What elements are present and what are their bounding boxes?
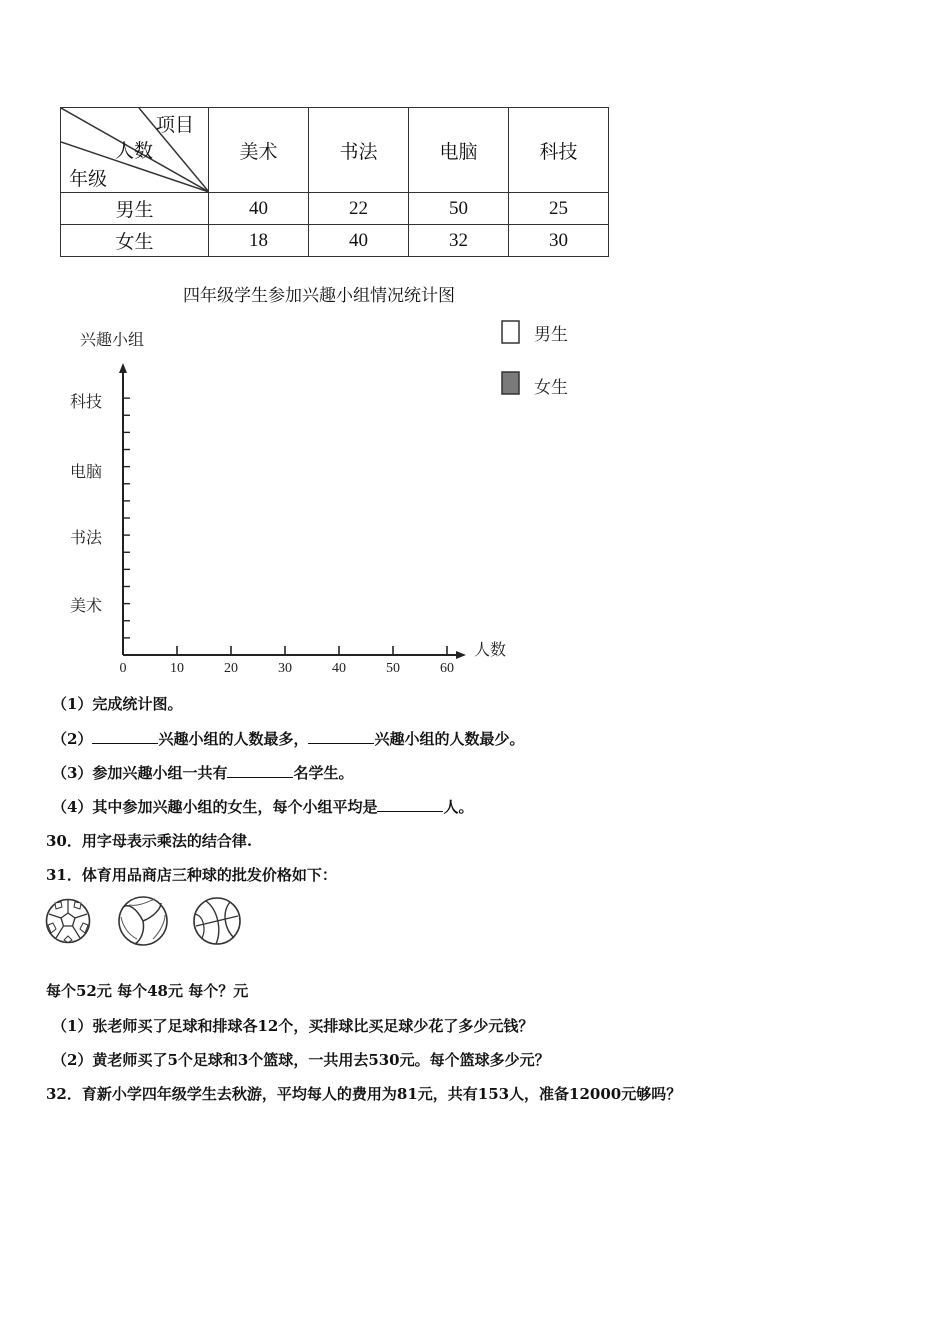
question-4-end: 人。: [443, 798, 474, 816]
answer-blank[interactable]: [92, 731, 158, 744]
question-4-prefix: （4）其中参加兴趣小组的女生，每个小组平均是: [52, 798, 378, 816]
x-tick-label: 60: [440, 661, 454, 676]
table-cell: 25: [509, 193, 609, 225]
table-cell: 32: [409, 225, 509, 257]
x-tick-label: 10: [170, 661, 184, 676]
table-cell: 50: [409, 193, 509, 225]
x-tick-label: 20: [224, 661, 238, 676]
legend-swatch-boys: [502, 321, 519, 343]
table-cell: 30: [509, 225, 609, 257]
column-header: 美术: [209, 108, 309, 193]
question-3-prefix: （3）参加兴趣小组一共有: [52, 764, 228, 782]
category-label: 科技: [70, 392, 103, 411]
problem-31-part-2: （2）黄老师买了5个足球和3个篮球，一共用去530元。每个篮球多少元？: [52, 1051, 550, 1069]
table-corner-cell: [61, 108, 209, 193]
basketball-icon: [192, 896, 242, 946]
legend-label-girls: 女生: [534, 378, 568, 398]
ball-prices: 每个52元 每个48元 每个？元: [46, 982, 249, 1000]
column-header: 电脑: [409, 108, 509, 193]
x-tick-label: 50: [386, 661, 400, 676]
table-cell: 22: [309, 193, 409, 225]
x-ticks: [120, 646, 455, 676]
x-tick-label: 0: [119, 661, 127, 676]
problem-31: 31．体育用品商店三种球的批发价格如下：: [46, 866, 337, 884]
y-axis-arrow: [119, 363, 127, 373]
question-2-mid: 兴趣小组的人数最多，: [158, 730, 309, 748]
problem-32: 32．育新小学四年级学生去秋游，平均每人的费用为81元，共有153人，准备12000元够吗？: [46, 1085, 682, 1103]
category-label: 电脑: [70, 462, 103, 481]
table-cell: 18: [209, 225, 309, 257]
volleyball-icon: [117, 895, 169, 947]
bar-chart: [60, 315, 620, 685]
answer-blank[interactable]: [308, 731, 374, 744]
chart-title: 四年级学生参加兴趣小组情况统计图: [183, 286, 455, 306]
problem-30: 30．用字母表示乘法的结合律.: [46, 832, 253, 850]
problem-31-part-1: （1）张老师买了足球和排球各12个，买排球比买足球少花了多少元钱？: [52, 1017, 534, 1035]
question-2-prefix: （2）: [52, 730, 93, 748]
category-label: 美术: [70, 596, 103, 615]
category-labels: [70, 392, 103, 615]
question-4: [52, 796, 473, 817]
legend-swatch-girls: [502, 372, 519, 394]
answer-blank[interactable]: [377, 799, 443, 812]
corner-label-item: 项目: [156, 114, 195, 136]
question-3: [52, 762, 353, 783]
row-label: 男生: [61, 193, 209, 225]
x-axis-label: 人数: [474, 640, 507, 659]
table-row: [61, 225, 609, 257]
x-tick-label: 30: [278, 661, 292, 676]
table-cell: 40: [209, 193, 309, 225]
column-header: 科技: [509, 108, 609, 193]
question-2: [52, 728, 524, 749]
soccer-ball-icon: [45, 898, 91, 944]
x-axis-arrow: [456, 651, 466, 659]
legend-label-boys: 男生: [534, 325, 568, 345]
x-tick-label: 40: [332, 661, 346, 676]
category-label: 书法: [70, 528, 103, 547]
table-row: [61, 193, 609, 225]
y-axis-label: 兴趣小组: [80, 330, 145, 349]
column-header: 书法: [309, 108, 409, 193]
question-1: （1）完成统计图。: [52, 695, 183, 713]
corner-label-grade: 年级: [69, 168, 108, 190]
data-table: [60, 107, 609, 257]
y-ticks: [123, 398, 130, 638]
question-3-end: 名学生。: [293, 764, 354, 782]
question-2-end: 兴趣小组的人数最少。: [374, 730, 525, 748]
row-label: 女生: [61, 225, 209, 257]
corner-label-count: 人数: [115, 140, 154, 162]
answer-blank[interactable]: [227, 765, 293, 778]
table-cell: 40: [309, 225, 409, 257]
